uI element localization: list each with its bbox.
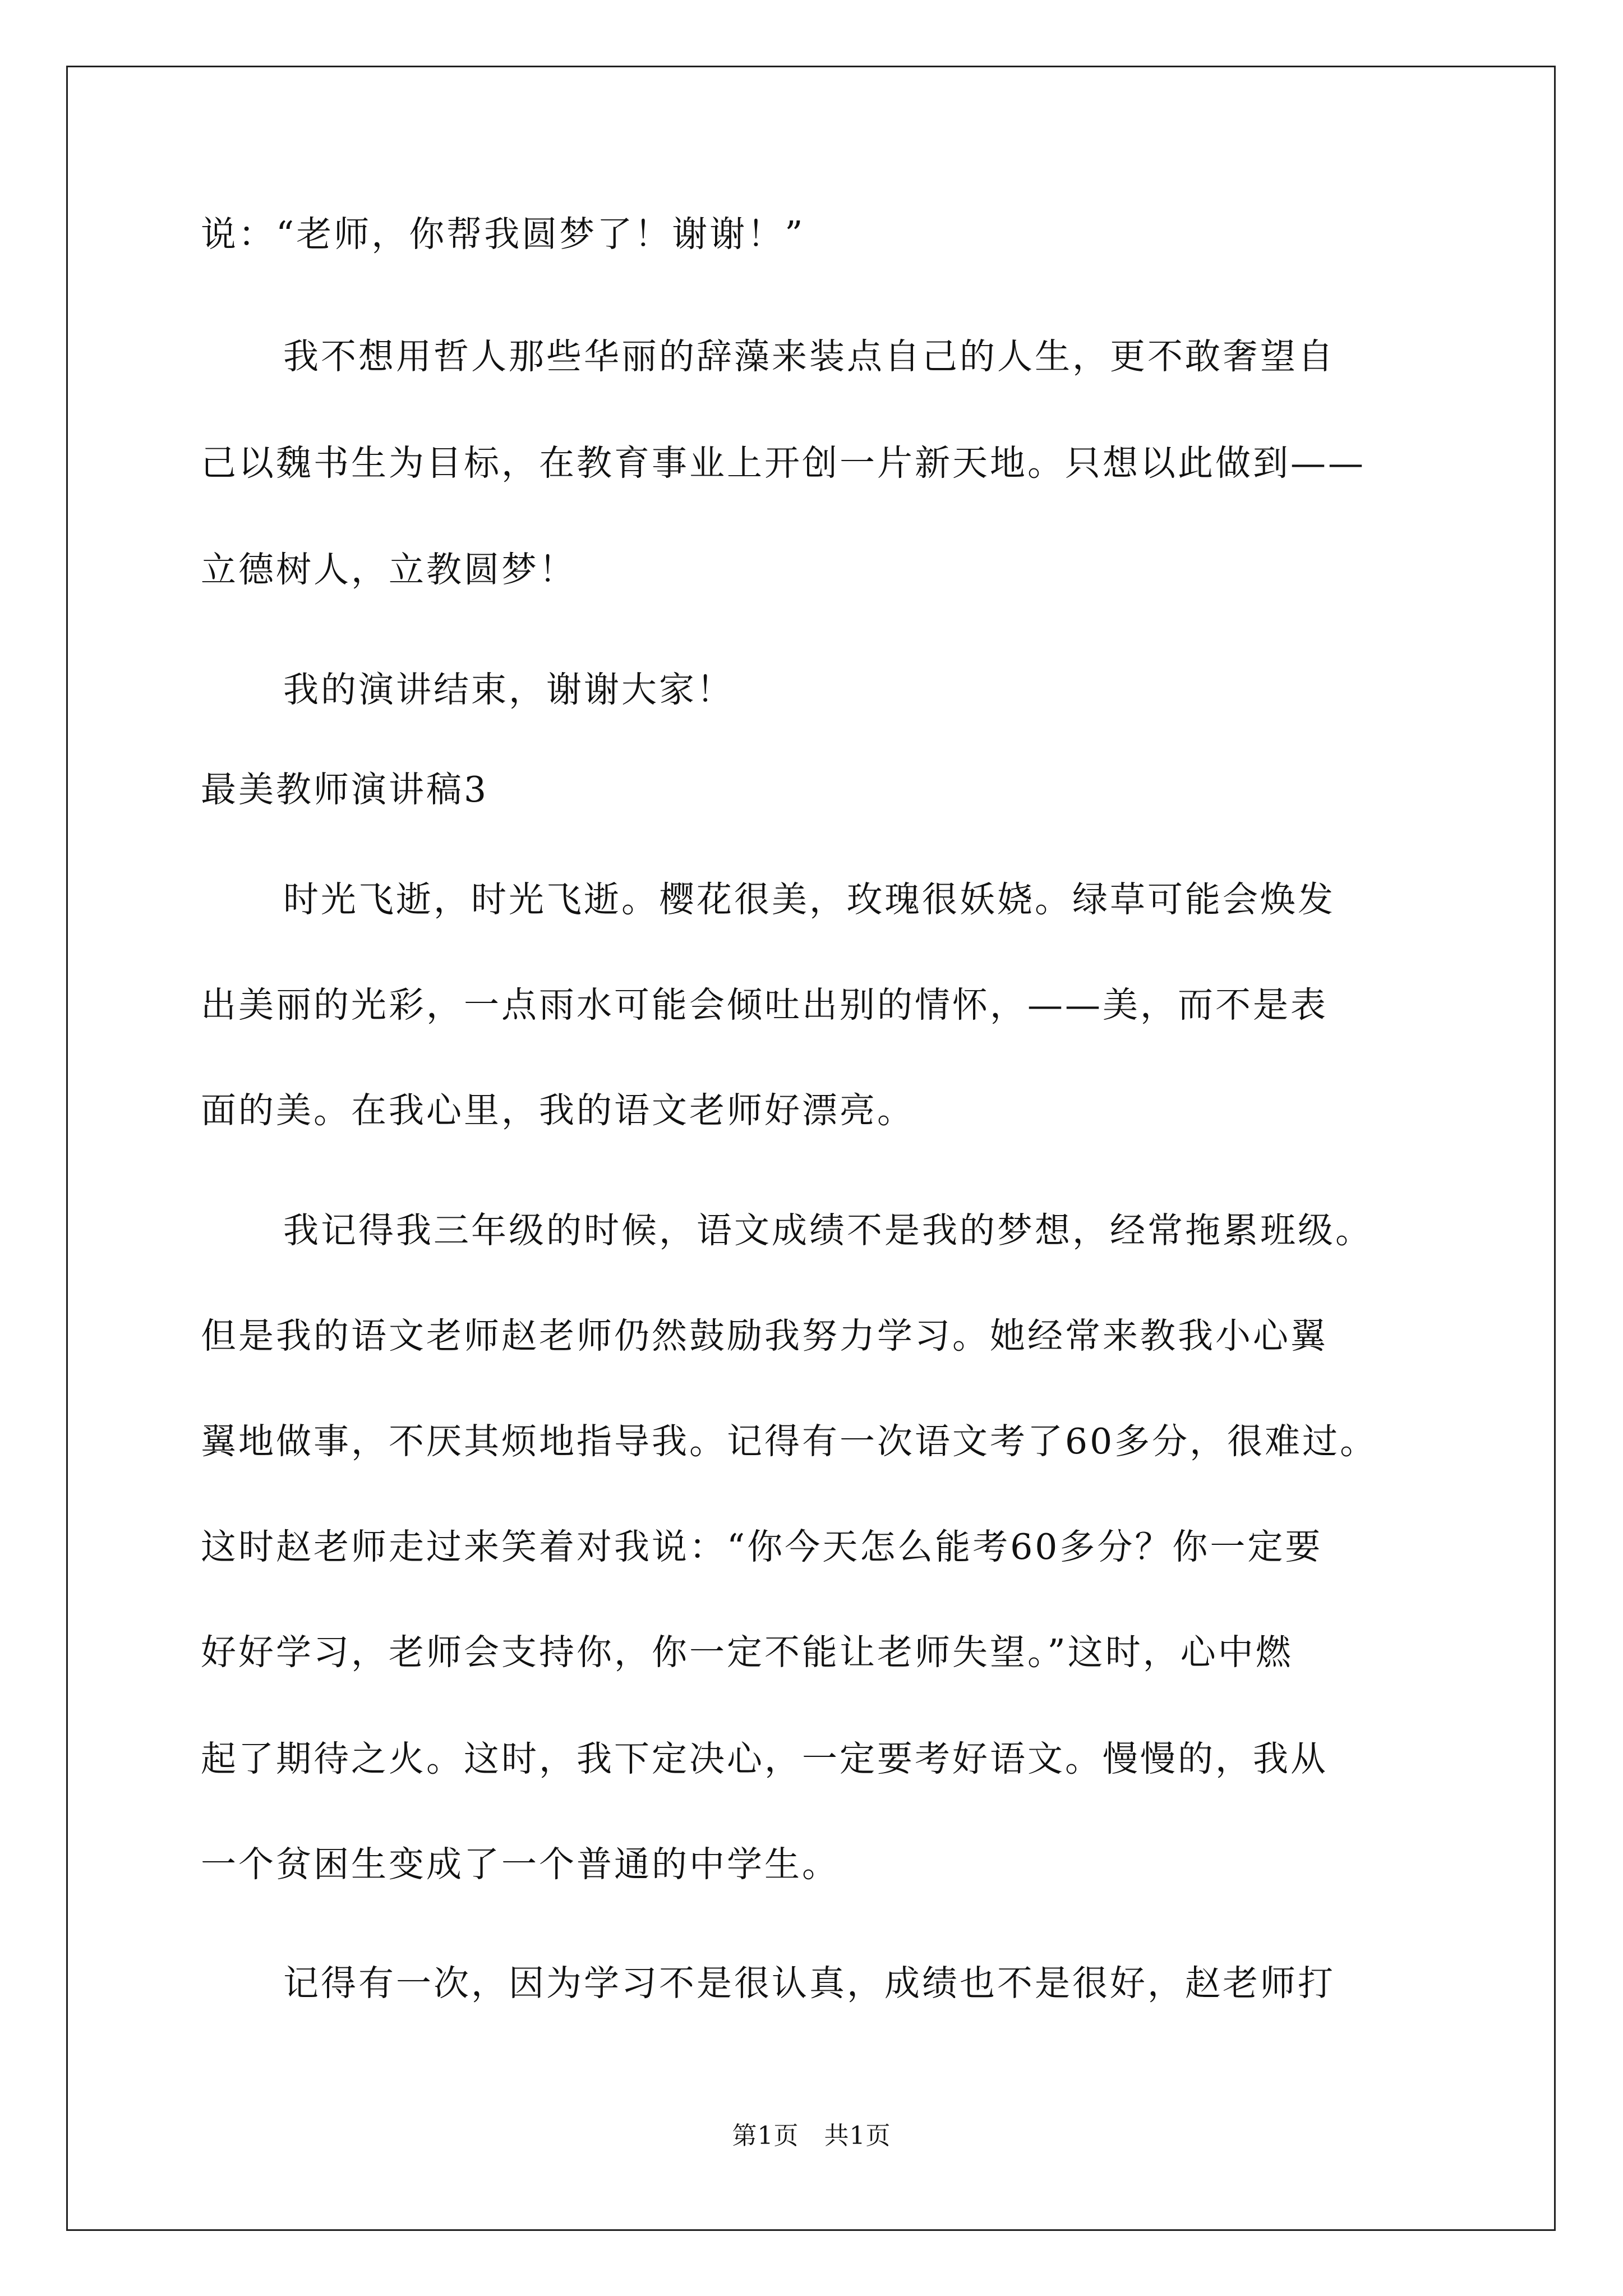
text-line: 好好学习，老师会支持你，你一定不能让老师失望。”这时，心中燃 [201,1632,1293,1673]
paragraph-start-line: 记得有一次，因为学习不是很认真，成绩也不是很好，赵老师打 [283,1963,1335,2004]
page-number-footer: 第1页 共1页 [732,2122,891,2150]
text-line: 起了期待之火。这时，我下定决心，一定要考好语文。慢慢的，我从 [201,1738,1328,1779]
text-line: 翼地做事，不厌其烦地指导我。记得有一次语文考了60多分，很难过。 [201,1421,1378,1462]
text-line: 面的美。在我心里，我的语文老师好漂亮。 [201,1090,915,1131]
paragraph-start-line: 我的演讲结束，谢谢大家！ [283,669,734,710]
text-line: 这时赵老师走过来笑着对我说：“你今天怎么能考60多分？你一定要 [201,1526,1323,1567]
page-border [66,66,1556,2231]
text-line: 己以魏书生为目标，在教育事业上开创一片新天地。只想以此做到—— [201,443,1366,484]
text-line: 立德树人，立教圆梦！ [201,549,577,590]
section-heading: 最美教师演讲稿3 [201,769,489,810]
paragraph-start-line: 我记得我三年级的时候，语文成绩不是我的梦想，经常拖累班级。 [283,1210,1373,1251]
paragraph-start-line: 时光飞逝，时光飞逝。樱花很美，玫瑰很妖娆。绿草可能会焕发 [283,879,1335,920]
paragraph-start-line: 我不想用哲人那些华丽的辞藻来装点自己的人生，更不敢奢望自 [283,336,1335,377]
text-line: 一个贫困生变成了一个普通的中学生。 [201,1844,840,1885]
text-line: 说：“老师，你帮我圆梦了！谢谢！” [201,214,805,255]
text-line: 出美丽的光彩，一点雨水可能会倾吐出别的情怀，——美，而不是表 [201,984,1328,1025]
text-line: 但是我的语文老师赵老师仍然鼓励我努力学习。她经常来教我小心翼 [201,1315,1328,1356]
